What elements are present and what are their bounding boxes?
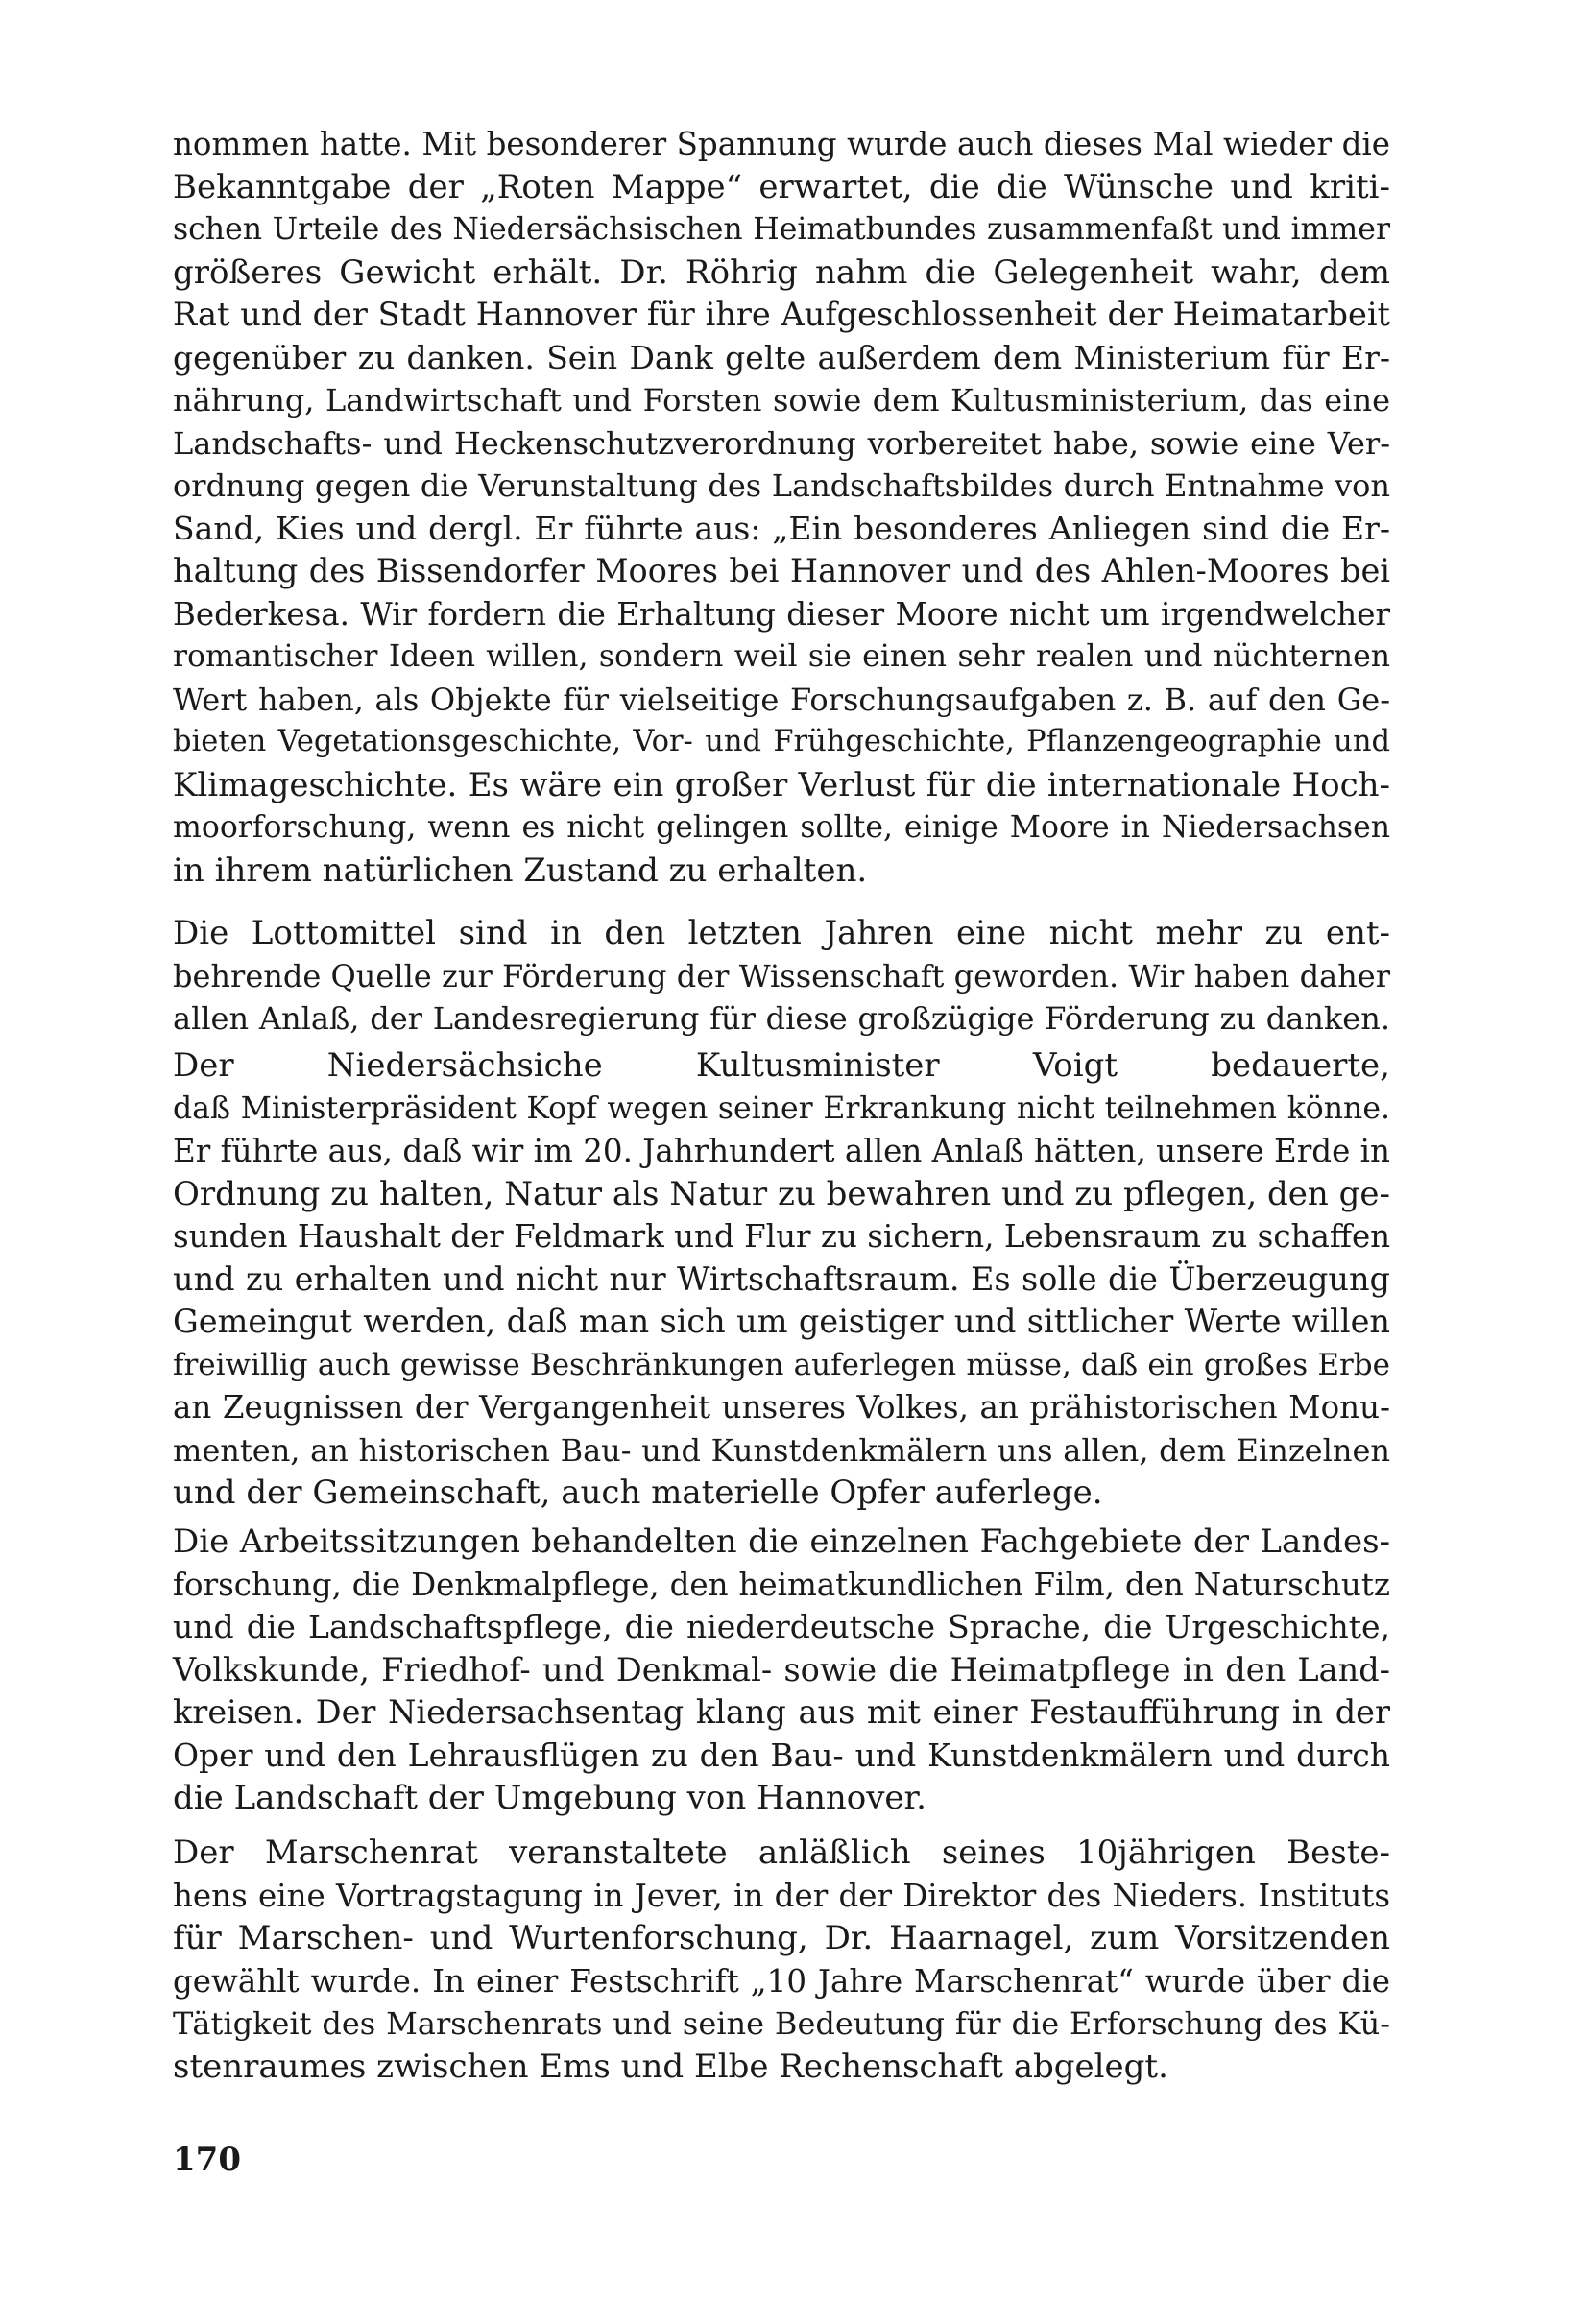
text-line: in ihrem natürlichen Zustand zu erhalten. [173, 851, 868, 890]
text-line: daß Ministerpräsident Kopf wegen seiner Erkrankung nicht teilnehmen könne. [173, 1090, 1390, 1126]
text-line: die Landschaft der Umgebung von Hannover. [173, 1779, 926, 1817]
text-line: und der Gemeinschaft, auch materielle Opfer auferlege. [173, 1473, 1103, 1512]
paragraph-4 [173, 1521, 1390, 1820]
text-line: größeres Gewicht erhält. Dr. Röhrig nahm die Gelegenheit wahr, dem [173, 252, 1390, 292]
text-line: Ordnung zu halten, Natur als Natur zu bewahren und zu pflegen, den ge- [173, 1174, 1390, 1213]
text-line: Gemeingut werden, daß man sich um geistiger und sittlicher Werte willen [173, 1303, 1390, 1340]
text-line: romantischer Ideen willen, sondern weil sie einen sehr realen und nüchternen [173, 639, 1390, 674]
text-line: Er führte aus, daß wir im 20. Jahrhundert allen Anlaß hätten, unsere Erde in [173, 1133, 1390, 1169]
text-line: gewählt wurde. In einer Festschrift „10 Jahre Marschenrat“ wurde über die [173, 1962, 1390, 2000]
text-line: gegenüber zu danken. Sein Dank gelte außerdem dem Ministerium für Er- [173, 338, 1390, 376]
text-line: Volkskunde, Friedhof- und Denkmal- sowie die Heimatpflege in den Land- [173, 1650, 1390, 1689]
text-line: und zu erhalten und nicht nur Wirtschaftsraum. Es solle die Überzeugung [173, 1259, 1390, 1298]
text-line: sunden Haushalt der Feldmark und Flur zu sichern, Lebensraum zu schaffen [173, 1218, 1391, 1255]
paragraph-2 [173, 912, 1390, 1041]
text-line: Die Lottomittel sind in den letzten Jahren eine nicht mehr zu ent- [173, 914, 1390, 952]
text-line: Bederkesa. Wir fordern die Erhaltung dieser Moore nicht um irgendwelcher [173, 595, 1390, 633]
text-line: forschung, die Denkmalpflege, den heimatkundlichen Film, den Naturschutz [173, 1566, 1390, 1603]
page-number: 170 [173, 2141, 241, 2179]
text-line: Rat und der Stadt Hannover für ihre Aufgeschlossenheit der Heimatarbeit [173, 296, 1390, 333]
text-line: kreisen. Der Niedersachsentag klang aus mit einer Festaufführung in der [173, 1693, 1390, 1731]
text-line: Bekanntgabe der „Roten Mappe“ erwartet, die die Wünsche und kriti- [173, 167, 1390, 206]
paragraph-1 [173, 123, 1390, 892]
text-line: Die Arbeitssitzungen behandelten die einzelnen Fachgebiete der Landes- [173, 1522, 1390, 1561]
text-line: moorforschung, wenn es nicht gelingen sollte, einige Moore in Niedersachsen [173, 810, 1390, 845]
text-line: und die Landschaftspflege, die niederdeutsche Sprache, die Urgeschichte, [173, 1608, 1390, 1645]
text-line: allen Anlaß, der Landesregierung für diese großzügige Förderung zu danken. [173, 1000, 1390, 1037]
text-line: Der Niedersächsiche Kultusminister Voigt bedauerte, [173, 1046, 1390, 1085]
text-line: Landschafts- und Heckenschutzverordnung vorbereitet habe, sowie eine Ver- [173, 424, 1390, 462]
text-line: schen Urteile des Niedersächsischen Heimatbundes zusammenfaßt und immer [173, 212, 1390, 247]
text-line: nommen hatte. Mit besonderer Spannung wurde auch dieses Mal wieder die [173, 126, 1390, 162]
text-line: Sand, Kies und dergl. Er führte aus: „Ein besonderes Anliegen sind die Er- [173, 509, 1390, 547]
text-line: nährung, Landwirtschaft und Forsten sowie dem Kultusministerium, das eine [173, 382, 1390, 419]
text-line: Tätigkeit des Marschenrats und seine Bedeutung für die Erforschung des Kü- [173, 2005, 1390, 2042]
paragraph-5 [173, 1832, 1390, 2088]
text-line: hens eine Vortragstagung in Jever, in der der Direktor des Nieders. Instituts [173, 1877, 1390, 1914]
text-line: Der Marschenrat veranstaltete anläßlich seines 10jährigen Beste- [173, 1833, 1390, 1872]
paragraph-3 [173, 1044, 1390, 1515]
page [173, 123, 1390, 2273]
text-line: bieten Vegetationsgeschichte, Vor- und Frühgeschichte, Pflanzengeographie und [173, 725, 1390, 758]
text-line: Wert haben, als Objekte für vielseitige Forschungsaufgaben z. B. auf den Ge- [173, 681, 1390, 718]
text-line: menten, an historischen Bau- und Kunstdenkmälern uns allen, dem Einzelnen [173, 1431, 1390, 1469]
text-line: für Marschen- und Wurtenforschung, Dr. Haarnagel, zum Vorsitzenden [173, 1919, 1390, 1957]
text-line: stenraumes zwischen Ems und Elbe Rechenschaft abgelegt. [173, 2047, 1168, 2086]
text-line: ordnung gegen die Verunstaltung des Landschaftsbildes durch Entnahme von [173, 467, 1390, 504]
text-line: an Zeugnissen der Vergangenheit unseres Volkes, an prähistorischen Monu- [173, 1389, 1390, 1426]
text-line: Klimageschichte. Es wäre ein großer Verlust für die internationale Hoch- [173, 765, 1390, 804]
text-line: haltung des Bissendorfer Moores bei Hannover und des Ahlen-Moores bei [173, 552, 1390, 589]
text-line: behrende Quelle zur Förderung der Wissenschaft geworden. Wir haben daher [173, 957, 1390, 994]
text-line: Oper und den Lehrausflügen zu den Bau- und Kunstdenkmälern und durch [173, 1736, 1390, 1774]
text-line: freiwillig auch gewisse Beschränkungen auferlegen müsse, daß ein großes Erbe [173, 1347, 1390, 1382]
